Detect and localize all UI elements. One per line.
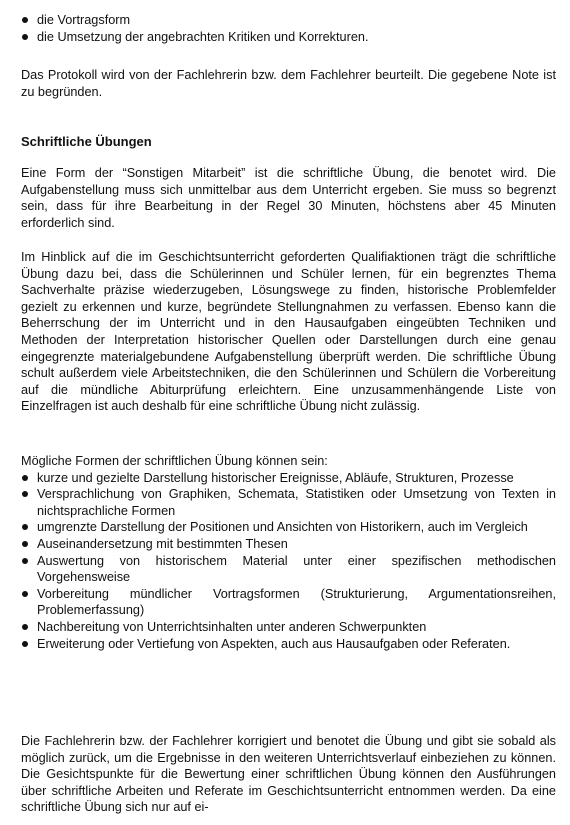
list-item: die Vortragsform — [21, 12, 556, 29]
section-heading: Schriftliche Übungen — [21, 134, 152, 149]
list-item: kurze und gezielte Darstellung historischer Ereignisse, Abläufe, Strukturen, Prozesse — [21, 470, 556, 487]
top-bullet-list-block — [21, 12, 556, 45]
list-item: Erweiterung oder Vertiefung von Aspekten, auch aus Hausaufgaben oder Referaten. — [21, 636, 556, 653]
list-item: Vorbereitung mündlicher Vortragsformen (Strukturierung, Argumentationsreihen, Problemerfassung) — [21, 586, 556, 619]
paragraph-2-block — [21, 249, 556, 415]
list-item: Nachbereitung von Unterrichtsinhalten unter anderen Schwerpunkten — [21, 619, 556, 636]
protokoll-paragraph: Das Protokoll wird von der Fachlehrerin bzw. dem Fachlehrer beurteilt. Die gegebene Note ist zu begründen. — [21, 68, 556, 99]
list-item: Auseinandersetzung mit bestimmten Thesen — [21, 536, 556, 553]
section-heading-block — [21, 134, 556, 150]
final-paragraph: Die Fachlehrerin bzw. der Fachlehrer korrigiert und benotet die Übung und gibt sie sobald als möglich zurück, um die Ergebnisse in den weiteren Unterrichtsverlauf einbeziehen zu können. Die Gesichtspunkte für die Bewertung einer schriftlichen Übung können den Ausführungen über schriftliche Arbeiten und Referate im Geschichtsunterricht entnommen werden. Da eine schriftliche Übung sich nur auf ei- — [21, 734, 556, 815]
protokoll-paragraph-block — [21, 67, 556, 100]
forms-intro: Mögliche Formen der schriftlichen Übung können sein: — [21, 454, 328, 468]
forms-block — [21, 453, 556, 652]
final-paragraph-block — [21, 733, 556, 816]
list-item: Versprachlichung von Graphiken, Schemata, Statistiken oder Umsetzung von Texten in nichtsprachliche Formen — [21, 486, 556, 519]
forms-bullet-list — [21, 470, 556, 653]
list-item: die Umsetzung der angebrachten Kritiken und Korrekturen. — [21, 29, 556, 46]
paragraph-2: Im Hinblick auf die im Geschichtsunterricht geforderten Qualifiaktionen trägt die schriftliche Übung dazu bei, dass die Schülerinnen und Schüler lernen, für ein begrenztes Thema Sachverhalte präzise wiederzugeben, Lösungswege zu finden, historische Problemfelder gezielt zu erkennen und kurze, begründete Stellungnahmen zu verfassen. Ebenso kann die Beherrschung der im Unterricht und in den Hausaufgaben eingeübten Techniken und Methoden der Interpretation historischer Quellen oder Darstellungen durch eine genau eingegrenzte materialgebundene Aufgabenstellung überprüft werden. Die schriftliche Übung schult außerdem viele Arbeitstechniken, die den Schülerinnen und Schülern die Vorbereitung auf die mündliche Abiturprüfung erleichtern. Eine unzusammenhängende Liste von Einzelfragen ist auch deshalb für eine schriftliche Übung nicht zulässig. — [21, 250, 556, 414]
list-item: umgrenzte Darstellung der Positionen und Ansichten von Historikern, auch im Vergleich — [21, 519, 556, 536]
paragraph-1: Eine Form der “Sonstigen Mitarbeit” ist die schriftliche Übung, die benotet wird. Die Aufgabenstellung muss sich unmittelbar aus dem Unterricht ergeben. Sie muss so begrenzt sein, dass für ihre Bearbeitung in der Regel 30 Minuten, höchstens aber 45 Minuten erforderlich sind. — [21, 166, 556, 230]
top-bullet-list — [21, 12, 556, 45]
paragraph-1-block — [21, 165, 556, 231]
list-item: Auswertung von historischem Material unter einer spezifischen methodischen Vorgehensweise — [21, 553, 556, 586]
